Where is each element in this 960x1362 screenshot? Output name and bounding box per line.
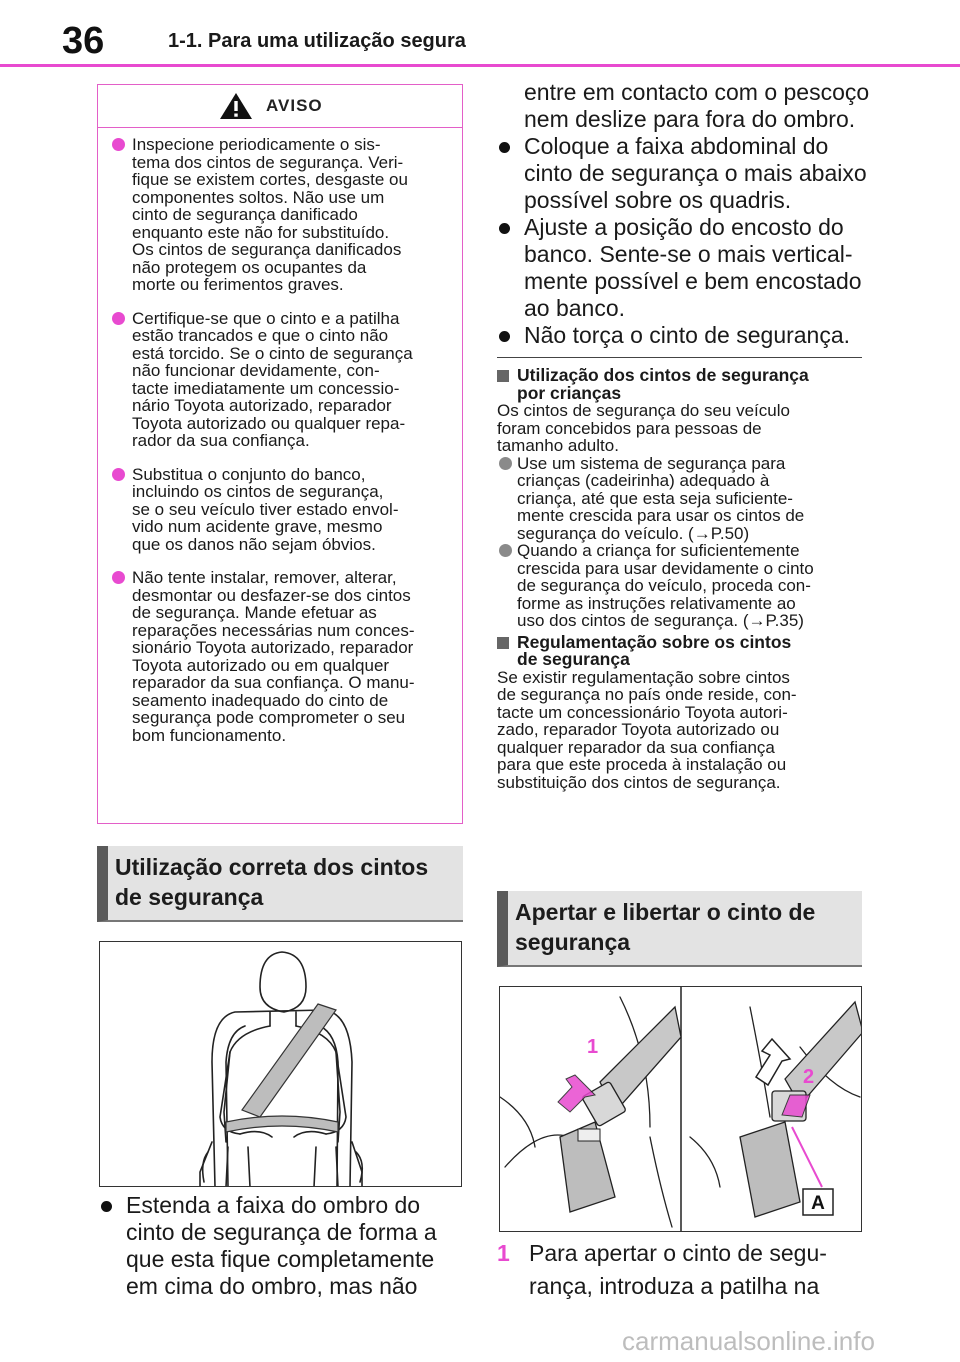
children-intro: Os cintos de segurança do seu veículo foram concebidos para pessoas de tamanho adulto.: [497, 401, 790, 455]
square-bullet-icon: [497, 637, 509, 649]
section-heading-correct-use: [97, 846, 463, 922]
bullet-icon: [499, 457, 512, 470]
header-divider: [0, 64, 960, 67]
bullet-icon: [499, 142, 510, 153]
warning-header: [98, 85, 462, 128]
regulation-text: Se existir regulamentação sobre cintos de segurança no país onde reside, con- tacte um concessionário Toyota autori- zado, reparador Toyota autorizado ou qualquer reparador da sua confiança para que este proceda à instalação ou substituição dos cintos de segurança.: [497, 667, 797, 792]
list-item-text: Não torça o cinto de segurança.: [524, 322, 851, 348]
warning-box: [97, 84, 463, 824]
callout-a: A: [811, 1193, 825, 1214]
square-bullet-icon: [497, 370, 509, 382]
watermark: carmanualsonline.info: [622, 1326, 875, 1356]
warning-list: [98, 128, 462, 744]
page-number: 36: [62, 20, 105, 62]
bullet-icon: [112, 138, 125, 151]
list-item: [99, 1192, 469, 1300]
children-heading: [497, 367, 865, 402]
callout-1: 1: [587, 1036, 599, 1058]
right-bullet-list: [497, 79, 877, 349]
bullet-icon: [112, 571, 125, 584]
bullet-icon: [101, 1201, 112, 1212]
step-number: 1: [497, 1240, 510, 1266]
warning-item-text: Inspecione periodicamente o sis- tema dos cintos de segurança. Veri- fique se existem cortes, desgaste ou componentes soltos. Não use um cinto de segurança danificado enquanto este não for substituído. Os cintos de segurança danificados não protegem os ocupantes da morte ou ferimentos graves.: [132, 135, 408, 294]
warning-triangle-icon: [218, 91, 254, 121]
list-item: [497, 322, 877, 349]
list-item: [497, 455, 865, 543]
list-item-text: entre em contacto com o pescoço nem deslize para fora do ombro.: [524, 79, 870, 132]
step-1: [497, 1237, 867, 1303]
warning-item-text: Certifique-se que o cinto e a patilha estão trancados e que o cinto não está torcido. Se o cinto de segurança não funcionar devidamente, con- tacte imediatamente um concessio- nário Toyota autorizado, reparador Toyota autorizado ou qualquer repa- rador da sua confiança.: [132, 308, 413, 450]
bullet-icon: [499, 331, 510, 342]
list-item: [497, 214, 877, 322]
warning-item: [110, 136, 452, 294]
regulation-heading: [497, 631, 865, 669]
list-item-continued: [497, 79, 877, 133]
section-heading-fasten: [497, 891, 862, 967]
warning-item: [110, 466, 452, 554]
callout-2: 2: [803, 1066, 815, 1088]
regulation-heading-text: Regulamentação sobre os cintos de segurança: [517, 631, 792, 669]
list-item: [497, 542, 865, 630]
warning-title: AVISO: [266, 96, 323, 115]
buckle-illustration: [499, 986, 862, 1232]
bullet-icon: [112, 312, 125, 325]
warning-item: [110, 310, 452, 450]
seatbelt-person-illustration: [99, 941, 462, 1187]
heading-text: Utilização correta dos cintos de segurança: [115, 854, 429, 910]
heading-text: Apertar e libertar o cinto de segurança: [515, 899, 816, 955]
list-item: [497, 133, 877, 214]
warning-item: [110, 569, 452, 744]
section-title: 1-1. Para uma utilização segura: [168, 30, 466, 52]
children-heading-text: Utilização dos cintos de segurança por crianças: [517, 365, 809, 403]
list-item-text: Coloque a faixa abdominal do cinto de segurança o mais abaixo possível sobre os quadris.: [524, 133, 867, 213]
bullet-icon: [112, 468, 125, 481]
list-item-text: Use um sistema de segurança para crianças (cadeirinha) adequado à criança, até que esta seja suficiente- mente crescida para usar os cintos de segurança do veículo. (→P.50): [517, 453, 805, 543]
children-section: [497, 367, 865, 791]
list-item-text: Estenda a faixa do ombro do cinto de segurança de forma a que esta fique completamente em cima do ombro, mas não: [126, 1192, 437, 1299]
bullet-icon: [499, 223, 510, 234]
list-item-text: Ajuste a posição do encosto do banco. Sente-se o mais vertical- mente possível e bem encostado ao banco.: [524, 214, 862, 321]
bullet-icon: [499, 544, 512, 557]
seated-person-icon: [100, 942, 462, 1187]
step-text: Para apertar o cinto de segu- rança, introduza a patilha na: [529, 1240, 827, 1299]
page-header: [0, 0, 960, 70]
section-divider: [497, 357, 862, 358]
warning-item-text: Substitua o conjunto do banco, incluindo os cintos de segurança, se o seu veículo tiver estado envol- vido num acidente grave, mesmo que os danos não sejam óbvios.: [132, 464, 399, 554]
buckle-diagram-icon: [500, 987, 862, 1232]
warning-item-text: Não tente instalar, remover, alterar, desmontar ou desfazer-se dos cintos de segurança. Mande efetuar as reparações necessárias num conces- sionário Toyota autorizado, reparador Toyota autorizado ou em qualquer reparador da sua confiança. O manu- seamento inadequado do cinto de segurança pode comprometer o seu bom funcionamento.: [132, 568, 415, 745]
list-item-text: Quando a criança for suficientemente crescida para usar devidamente o cinto de segurança do veículo, proceda con- forme as instruções relativamente ao uso dos cintos de segurança. (→P.35): [517, 541, 814, 630]
left-bullet-list: [99, 1192, 469, 1300]
